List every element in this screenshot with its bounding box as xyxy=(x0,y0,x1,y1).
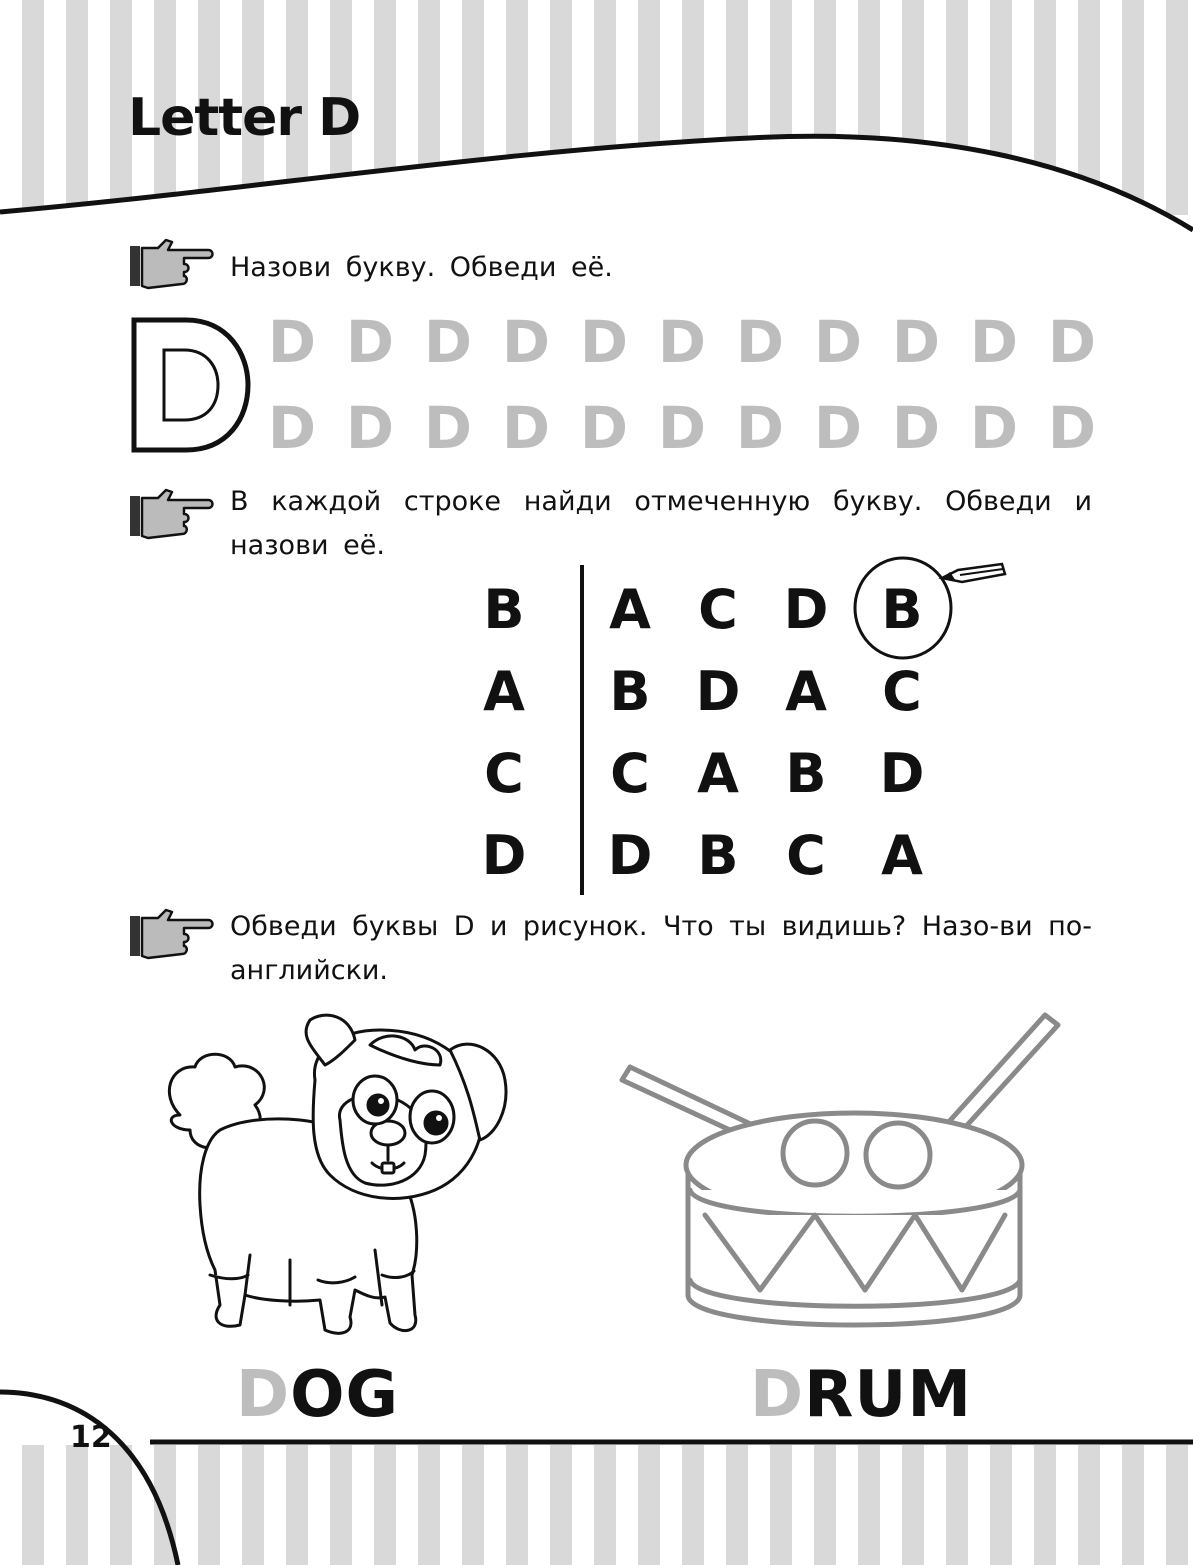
grid-letter[interactable]: A xyxy=(785,660,827,723)
trace-letter[interactable]: D xyxy=(345,394,395,462)
trace-letter[interactable]: D xyxy=(267,394,317,462)
trace-letter[interactable]: D xyxy=(423,308,473,376)
grid-key-letter: C xyxy=(484,742,524,805)
trace-letter[interactable]: D xyxy=(501,394,551,462)
trace-letter[interactable]: D xyxy=(579,394,629,462)
task3-instruction: Обведи буквы D и рисунок. Что ты видишь? Назо-ви по-английски. xyxy=(230,911,1092,986)
trace-letter[interactable]: D xyxy=(345,308,395,376)
drum-illustration[interactable] xyxy=(610,1005,1070,1365)
dog-illustration[interactable] xyxy=(150,1005,550,1355)
trace-letter[interactable]: D xyxy=(891,394,941,462)
trace-letter[interactable]: D xyxy=(267,308,317,376)
task1-instruction: Назови букву. Обведи её. xyxy=(230,252,613,283)
grid-letter[interactable]: C xyxy=(698,578,738,641)
grid-divider xyxy=(580,565,584,895)
trace-letter[interactable]: D xyxy=(657,308,707,376)
grid-letter[interactable]: D xyxy=(695,660,741,723)
grid-letter[interactable]: D xyxy=(607,824,653,887)
pointing-hand-icon xyxy=(128,906,214,966)
trace-letter[interactable]: D xyxy=(813,394,863,462)
trace-letter[interactable]: D xyxy=(891,308,941,376)
pointing-hand-icon xyxy=(128,236,214,296)
trace-letter[interactable]: D xyxy=(1047,308,1097,376)
trace-letter[interactable]: D xyxy=(969,308,1019,376)
trace-letter[interactable]: D xyxy=(579,308,629,376)
grid-letter[interactable]: B xyxy=(785,742,827,805)
trace-letter[interactable]: D xyxy=(969,394,1019,462)
word-drum xyxy=(750,1360,972,1430)
grid-letter[interactable]: C xyxy=(882,660,922,723)
big-letter-d xyxy=(128,314,253,456)
word-dog xyxy=(236,1360,399,1430)
grid-letter[interactable]: B xyxy=(697,824,739,887)
trace-letter[interactable]: D xyxy=(735,394,785,462)
word-first-letter[interactable]: D xyxy=(750,1358,805,1432)
trace-letter[interactable]: D xyxy=(813,308,863,376)
grid-letter[interactable]: B xyxy=(609,660,651,723)
word-first-letter[interactable]: D xyxy=(236,1358,291,1432)
grid-letter[interactable]: A xyxy=(609,578,651,641)
grid-key-letter: D xyxy=(481,824,527,887)
trace-letter[interactable]: D xyxy=(735,308,785,376)
trace-letter[interactable]: D xyxy=(501,308,551,376)
task2-instruction: В каждой строке найди отмеченную букву. Обведи и назови её. xyxy=(230,486,1092,561)
grid-letter[interactable]: A xyxy=(697,742,739,805)
trace-letter[interactable]: D xyxy=(1047,394,1097,462)
grid-letter[interactable]: D xyxy=(879,742,925,805)
word-rest: OG xyxy=(290,1358,400,1432)
page-number: 12 xyxy=(70,1420,112,1455)
trace-letter[interactable]: D xyxy=(657,394,707,462)
grid-key-letter: B xyxy=(483,578,525,641)
grid-letter[interactable]: C xyxy=(610,742,650,805)
trace-letter[interactable]: D xyxy=(423,394,473,462)
pointing-hand-icon xyxy=(128,486,214,546)
grid-letter-circled[interactable]: B xyxy=(881,578,923,641)
word-rest: RUM xyxy=(804,1358,973,1432)
grid-letter[interactable]: A xyxy=(881,824,923,887)
page-title: Letter D xyxy=(128,88,361,148)
grid-key-letter: A xyxy=(483,660,525,723)
grid-letter[interactable]: D xyxy=(783,578,829,641)
grid-letter[interactable]: C xyxy=(786,824,826,887)
